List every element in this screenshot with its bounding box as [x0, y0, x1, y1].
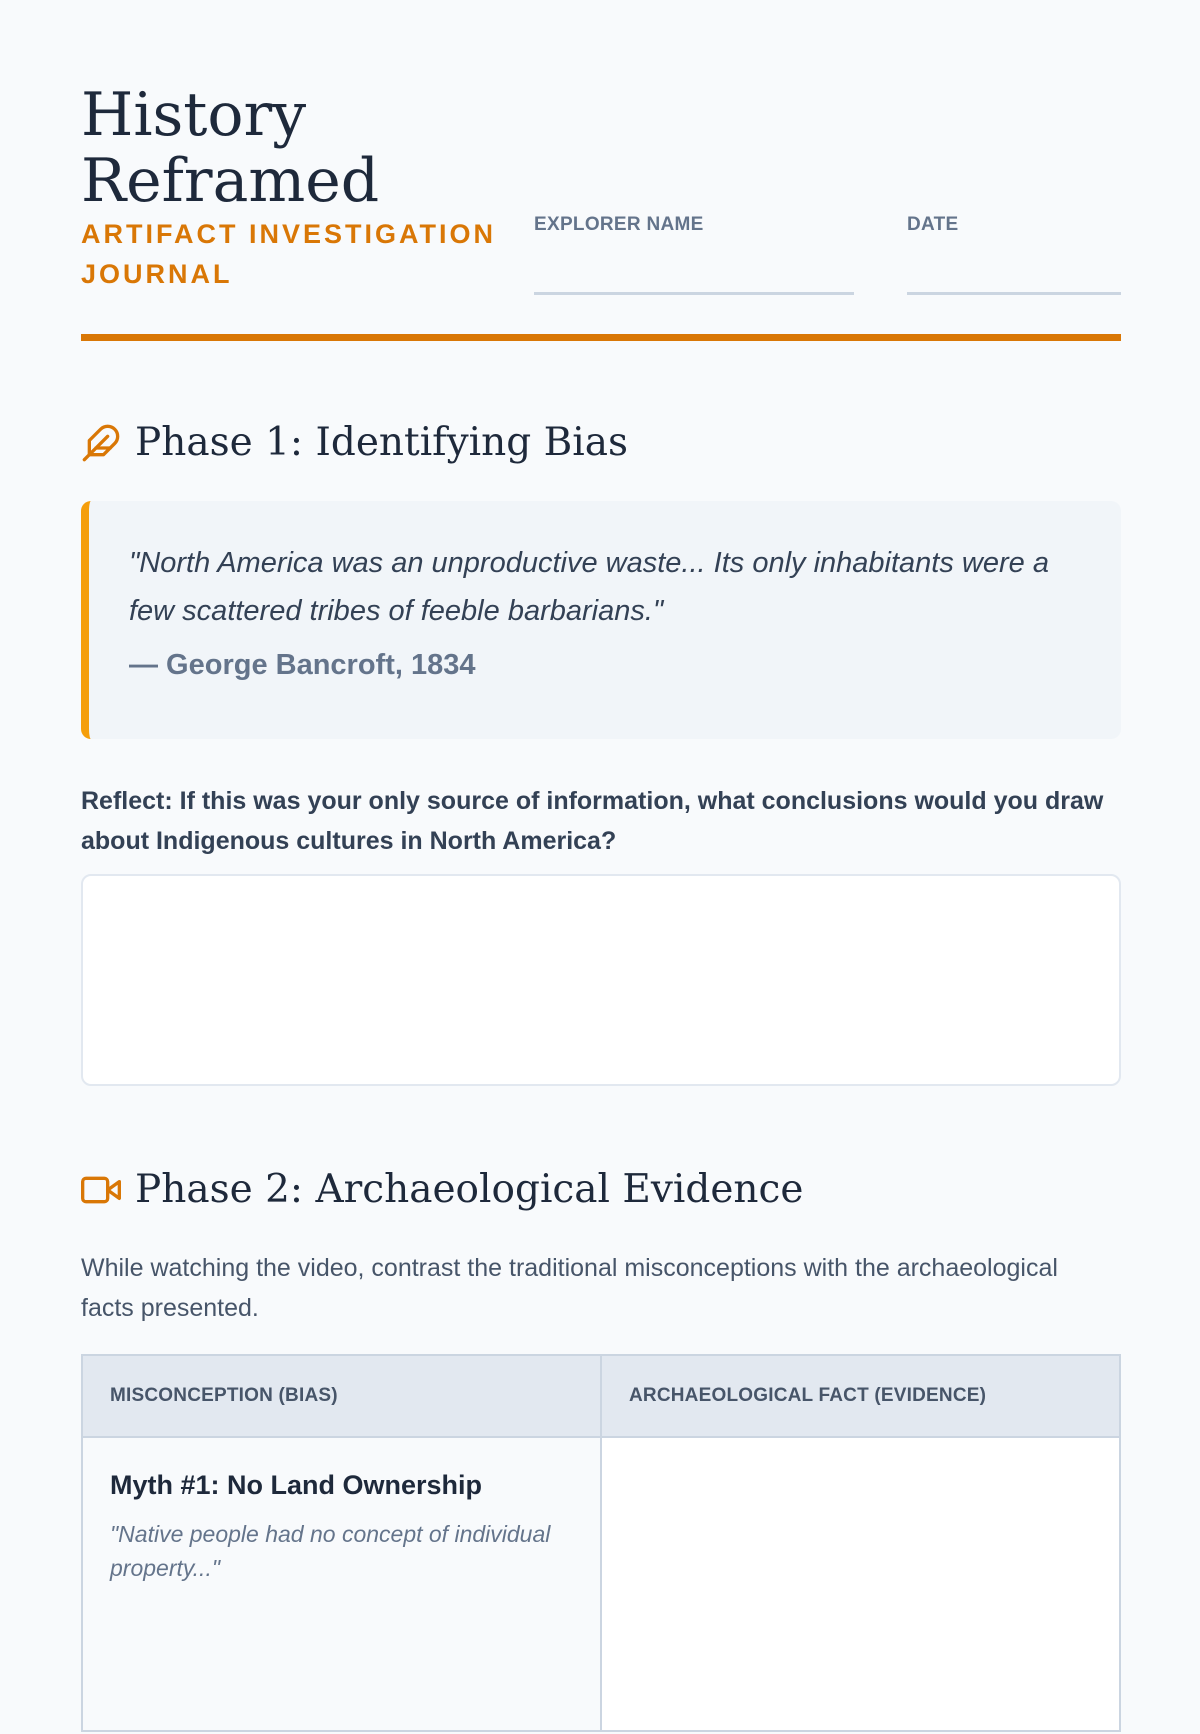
page-subtitle: ARTIFACT INVESTIGATION JOURNAL [81, 219, 496, 289]
date-input[interactable] [907, 292, 1121, 295]
myth-cell [82, 1437, 601, 1731]
header-divider [81, 334, 1121, 341]
quote-text: "North America was an unproductive waste... Its only inhabitants were a few scattered tribes of feeble barbarians." [129, 547, 1049, 627]
myth-title: Myth #1: No Land Ownership [110, 1470, 483, 1500]
quote-attribution: — George Bancroft, 1834 [129, 649, 476, 681]
phase1-heading [81, 420, 628, 465]
fact-answer-input[interactable] [603, 1439, 1118, 1729]
explorer-name-field [534, 214, 854, 236]
phase2-heading-text: Phase 2: Archaeological Evidence [135, 1167, 804, 1212]
reflect-prompt: Reflect: If this was your only source of information, what conclusions would you draw about Indigenous cultures in North America? [81, 787, 1104, 855]
video-camera-icon [81, 1170, 121, 1210]
phase1-heading-text: Phase 1: Identifying Bias [135, 420, 628, 465]
page-title: History Reframed [81, 80, 380, 216]
date-label: DATE [907, 214, 959, 235]
evidence-table [81, 1354, 1121, 1732]
phase2-intro: While watching the video, contrast the traditional misconceptions with the archaeological facts presented. [81, 1254, 1058, 1322]
date-field [907, 214, 1121, 236]
primary-source-quote [81, 501, 1121, 739]
column-header-misconception: MISCONCEPTION (BIAS) [82, 1355, 601, 1437]
phase2-heading [81, 1167, 803, 1212]
feather-icon [81, 423, 121, 463]
fact-cell [601, 1437, 1120, 1731]
column-header-fact: ARCHAEOLOGICAL FACT (EVIDENCE) [601, 1355, 1120, 1437]
table-header-row [82, 1355, 1120, 1437]
table-row [82, 1437, 1120, 1731]
explorer-name-label: EXPLORER NAME [534, 214, 704, 235]
journal-header [81, 0, 1121, 340]
myth-quote: "Native people had no concept of individual property..." [110, 1521, 551, 1581]
explorer-name-input[interactable] [534, 292, 854, 295]
reflect-answer-input[interactable] [81, 874, 1121, 1086]
